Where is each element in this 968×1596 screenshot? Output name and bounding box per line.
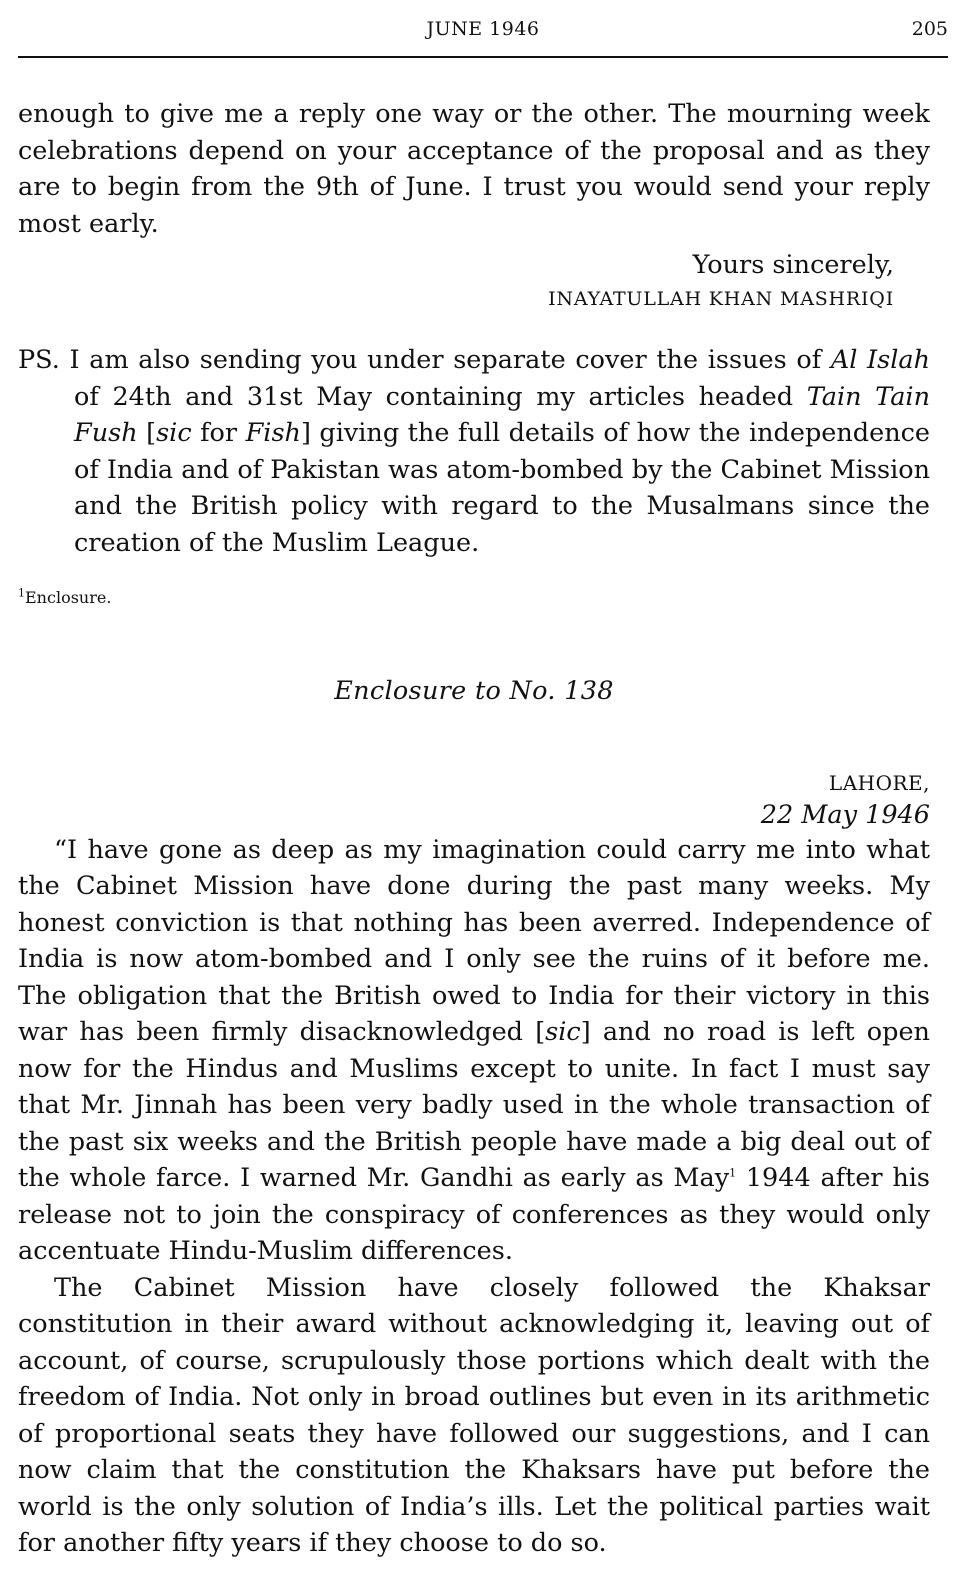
enclosure-paragraph-1 (18, 832, 930, 1270)
ps-sic: sic (156, 418, 192, 448)
enclosure-date: 22 May 1946 (760, 799, 930, 830)
enclosure-place: LAHORE, (828, 770, 930, 795)
enclosure-title: Enclosure to No. 138 (334, 676, 614, 706)
ps-article-title: Tain Tain Fush (74, 381, 930, 448)
closing-salutation: Yours sincerely, (692, 250, 894, 280)
page-number: 205 (911, 18, 948, 40)
page-header (18, 14, 948, 48)
enc-p1-footnote-marker: 1 (729, 1166, 737, 1180)
ps-lead: PS. I am also sending you under separate cover the issues of (18, 345, 831, 375)
footnote-text: Enclosure. (25, 588, 112, 607)
letter-paragraph: enough to give me a reply one way or the other. The mourning week celebrations depend on your acceptance of the proposal and as they are to begin from the 9th of June. I trust you would send your reply most early. (18, 99, 930, 239)
page-body (18, 96, 930, 1562)
enc-p1-b: ] and no road is left open now for the Hindus and Muslims except to unite. In fact I must say that Mr. Jinnah has been very badly used in the whole transaction of the past six weeks and the British people have made a big deal out of the whole farce. I warned Mr. Gandhi as early as May (18, 1017, 930, 1193)
footnote-marker: 1 (18, 586, 25, 600)
ps-bracket-close: ] (300, 418, 311, 448)
signature: INAYATULLAH KHAN MASHRIQI (548, 288, 894, 310)
ps-mid: of 24th and 31st May containing my articles headed (74, 381, 807, 412)
ps-paper-title: Al Islah (830, 345, 930, 375)
enclosure-paragraph-2: The Cabinet Mission have closely followed the Khaksar constitution in their award without acknowledging it, leaving out of account, of course, scrupulously those portions which dealt with the freedom of India. Not only in broad outlines but even in its arithmetic of proportional seats they have followed our suggestions, and I can now claim that the constitution the Khaksars have put before the world is the only solution of India’s ills. Let the political parties wait for another fifty years if they choose to do so. (18, 1272, 930, 1558)
enc-p1-a: “I have gone as deep as my imagination could carry me into what the Cabinet Mission have done during the past many weeks. My honest conviction is that nothing has been averred. Independence of India is now atom-bombed and I only see the ruins of it before me. The obligation that the British owed to India for their victory in this war has been firmly disacknowledged [ (18, 834, 930, 1047)
letter-closing (18, 248, 894, 316)
running-title: JUNE 1946 (426, 18, 540, 40)
ps-rest: giving the full details of how the independence of India and of Pakistan was atom-bombed by the Cabinet Mission and the British policy with regard to the Musalmans since the creation of the Muslim League. (74, 418, 930, 558)
ps-bracket-open: [ (137, 418, 157, 448)
enc-p1-c: 1944 after his release not to join the conspiracy of conferences as they would only accentuate Hindu-Muslim differences. (18, 1163, 931, 1266)
enc-p1-sic: sic (545, 1017, 581, 1047)
postscript (18, 342, 930, 561)
header-rule (18, 56, 948, 58)
ps-fish: Fish (245, 418, 301, 448)
ps-for: for (191, 418, 246, 448)
footnote (18, 587, 930, 609)
